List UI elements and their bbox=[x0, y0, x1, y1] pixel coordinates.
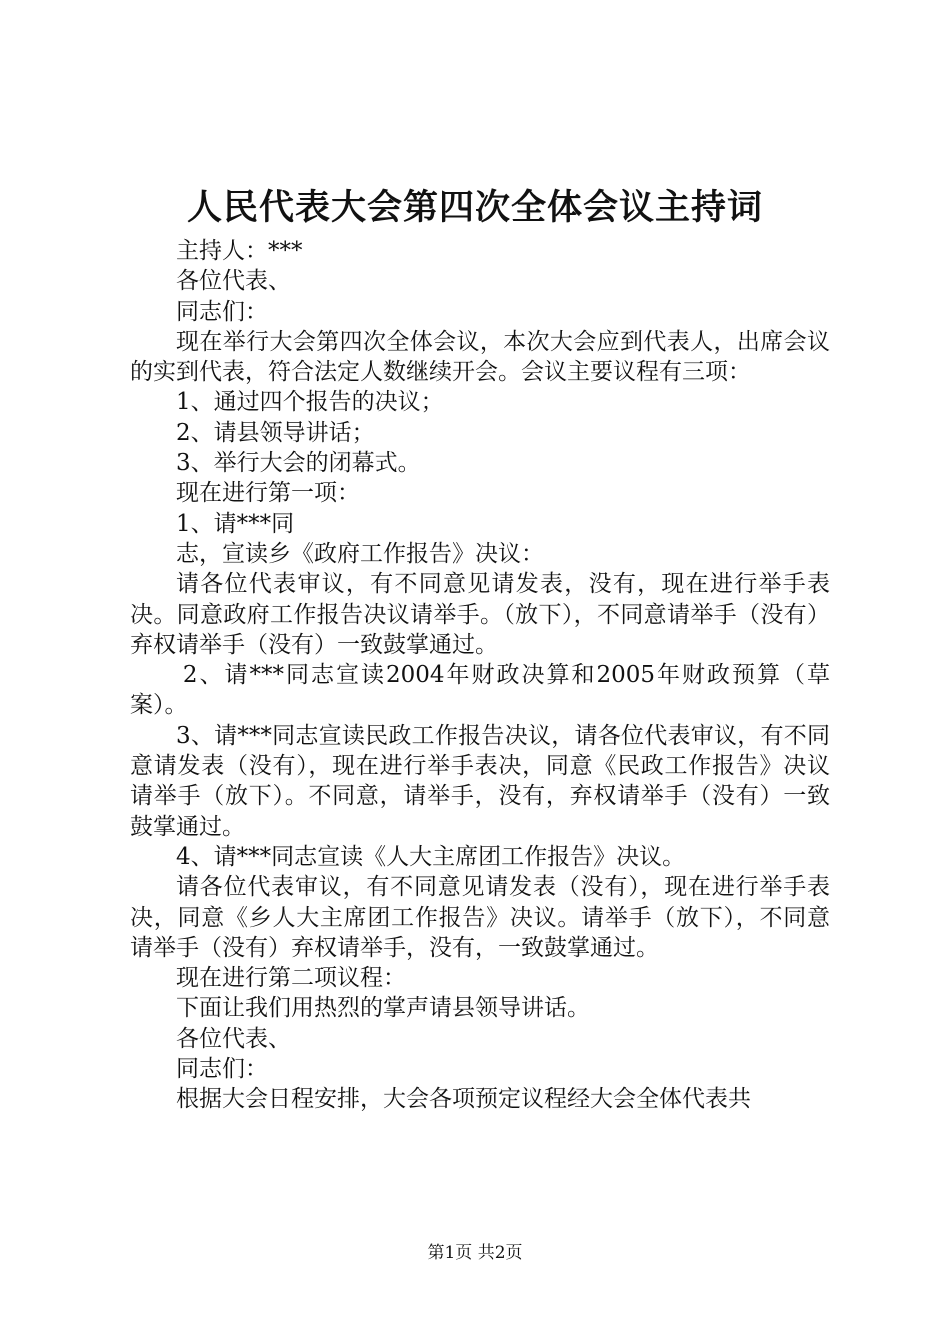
first-item-step-3: 3、请***同志宣读民政工作报告决议，请各位代表审议，有不同意请发表（没有），现在进行举手表决，同意《民政工作报告》决议请举手（放下）。不同意，请举手，没有，弃权请举手（没有）一致鼓掌通过。 bbox=[130, 722, 830, 840]
first-item-step-4: 4、请***同志宣读《人大主席团工作报告》决议。 bbox=[176, 843, 686, 870]
host-line: 主持人：*** bbox=[176, 238, 303, 264]
salutation-comrades: 同志们： bbox=[176, 298, 268, 325]
agenda-item-3: 3、举行大会的闭幕式。 bbox=[176, 450, 421, 477]
first-item-step-1b: 志，宣读乡《政府工作报告》决议： bbox=[176, 540, 544, 567]
first-item-step-1a: 1、请***同 bbox=[176, 510, 295, 537]
leader-speech-intro: 下面让我们用热烈的掌声请县领导讲话。 bbox=[176, 995, 590, 1022]
salutation-delegates-2: 各位代表、 bbox=[176, 1025, 291, 1052]
salutation-delegates: 各位代表、 bbox=[176, 268, 291, 295]
closing-paragraph: 根据大会日程安排，大会各项预定议程经大会全体代表共 bbox=[176, 1086, 751, 1113]
first-item-step-2: 2、请***同志宣读2004年财政决算和2005年财政预算（草案）。 bbox=[130, 662, 830, 719]
page-number-footer: 第1页 共2页 bbox=[427, 1243, 523, 1263]
salutation-comrades-2: 同志们： bbox=[176, 1056, 268, 1083]
vote-paragraph-1: 请各位代表审议，有不同意见请发表，没有，现在进行举手表决。同意政府工作报告决议请举手。（放下），不同意请举手（没有）弃权请举手（没有）一致鼓掌通过。 bbox=[130, 571, 830, 658]
agenda-item-2: 2、请县领导讲话； bbox=[176, 419, 375, 446]
document-body bbox=[130, 236, 830, 1115]
second-item-heading: 现在进行第二项议程： bbox=[176, 965, 406, 992]
opening-paragraph: 现在举行大会第四次全体会议，本次大会应到代表人，出席会议的实到代表，符合法定人数继续开会。会议主要议程有三项： bbox=[130, 328, 830, 386]
document-title: 人民代表大会第四次全体会议主持词 bbox=[186, 187, 763, 228]
first-item-heading: 现在进行第一项： bbox=[176, 480, 360, 507]
agenda-item-1: 1、通过四个报告的决议； bbox=[176, 389, 444, 416]
vote-paragraph-2: 请各位代表审议，有不同意见请发表（没有），现在进行举手表决，同意《乡人大主席团工作报告》决议。请举手（放下），不同意请举手（没有）弃权请举手，没有，一致鼓掌通过。 bbox=[130, 874, 830, 961]
